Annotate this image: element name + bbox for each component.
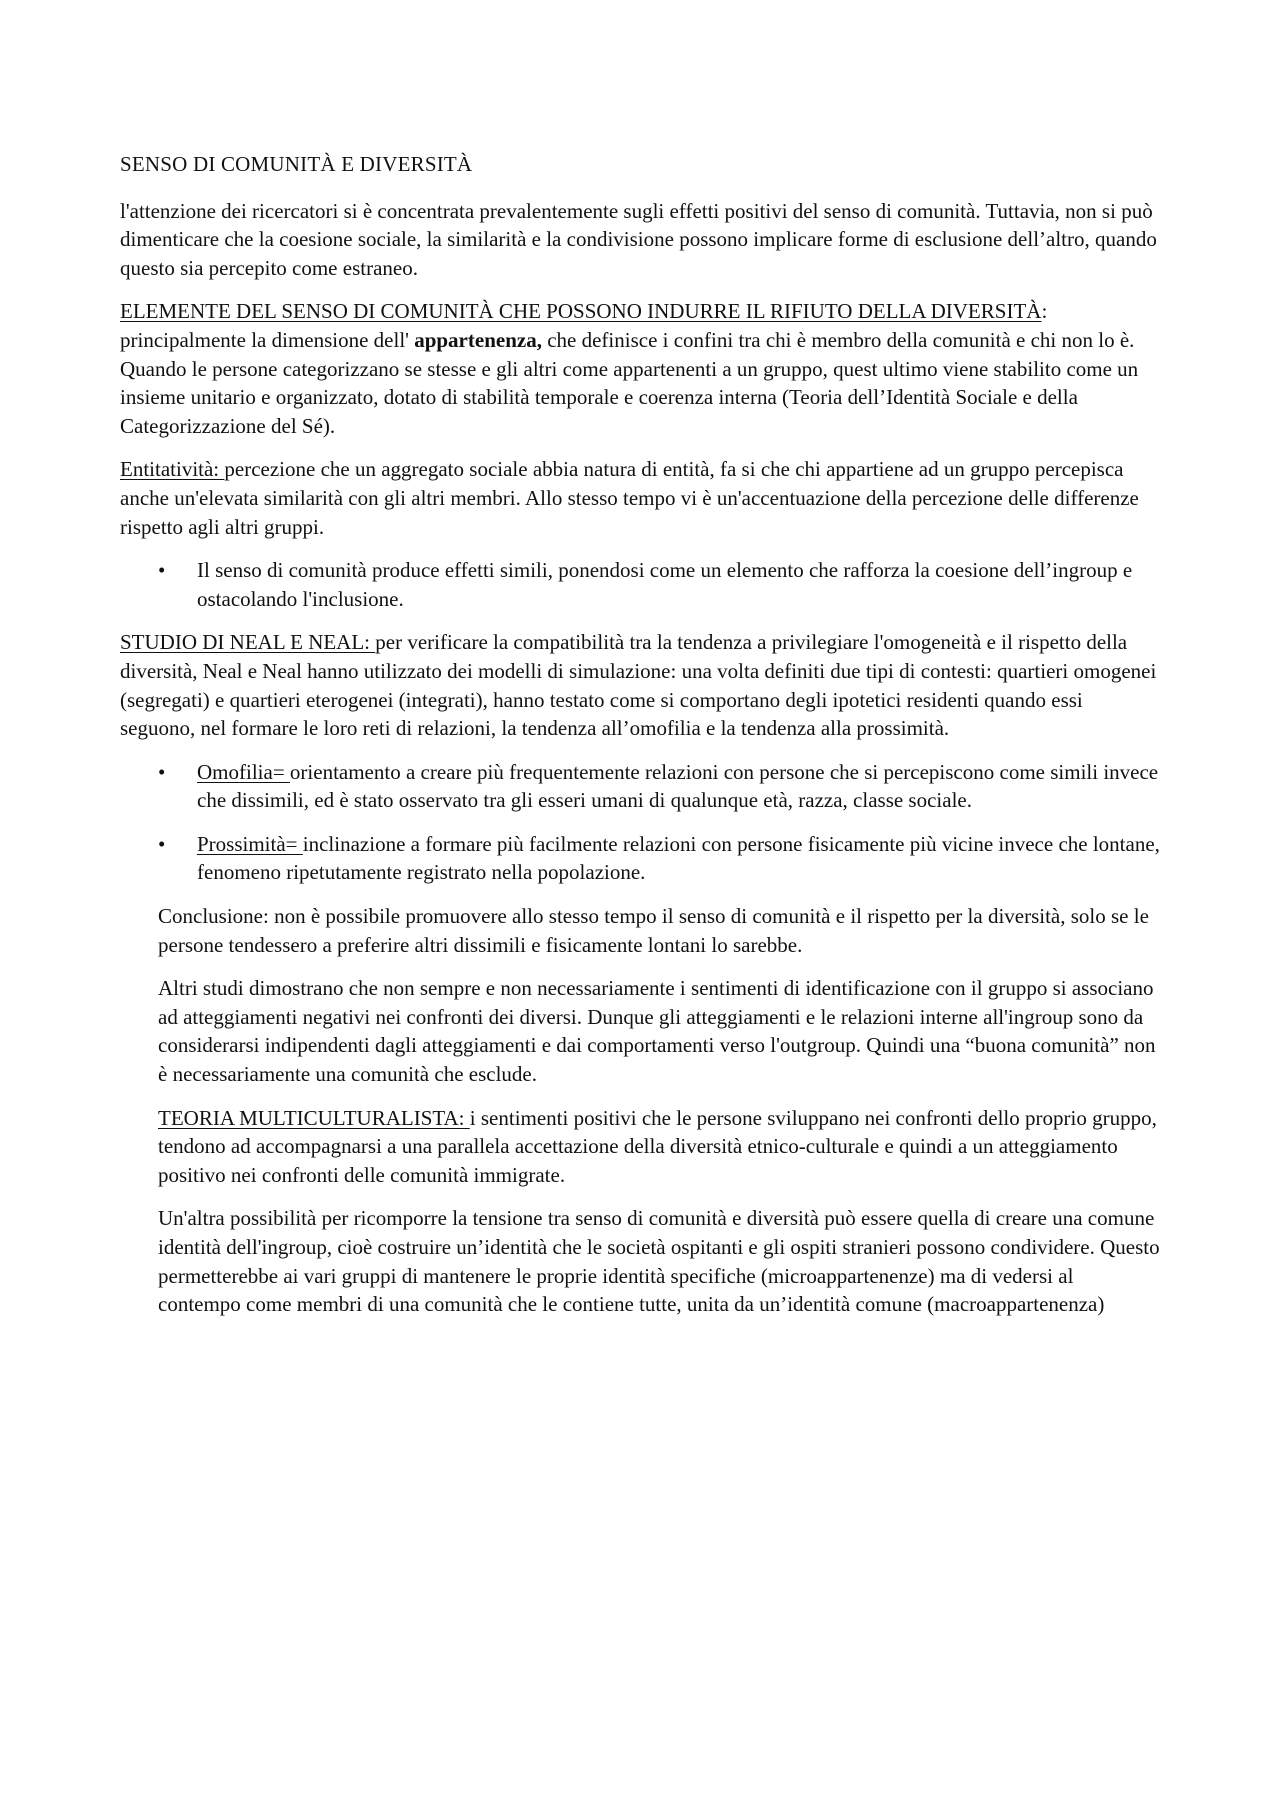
list-item-text: inclinazione a formare più facilmente relazioni con persone fisicamente più vicine invece che lontane, fenomeno ripetutamente registrato nella popolazione. (197, 831, 1160, 885)
paragraph-intro: l'attenzione dei ricercatori si è concentrata prevalentemente sugli effetti positivi del senso di comunità. Tuttavia, non si può dimenticare che la coesione sociale, la similarità e la condivisione possono implicare forme di esclusione dell’altro, quando questo sia percepito come estraneo. (120, 198, 1157, 280)
heading-elements-rejection: ELEMENTE DEL SENSO DI COMUNITÀ CHE POSSONO INDURRE IL RIFIUTO DELLA DIVERSITÀ (120, 299, 1042, 324)
text-segment: percezione che un aggregato sociale abbia natura di entità, fa si che chi appartiene ad un gruppo percepisca anche un'elevata similarità con gli altri membri. Allo stesso tempo vi è un'accentuazione della percezione delle differenze rispetto agli altri gruppi. (120, 457, 1139, 539)
paragraph-multicultural (158, 1104, 1160, 1190)
paragraph-neal-study (120, 628, 1160, 742)
bullet-icon: • (158, 558, 166, 583)
paragraph-entitativity (120, 455, 1160, 541)
term-homophily: Omofilia= (197, 759, 290, 784)
paragraph-common-identity: Un'altra possibilità per ricomporre la tensione tra senso di comunità e diversità può essere quella di creare una comune identità dell'ingroup, cioè costruire un’identità che le società ospitanti e gli ospiti stranieri possono condividere. Questo permetterebbe ai vari gruppi di mantenere le proprie identità specifiche (microappartenenze) ma di vedersi al contempo come membri di una comunità che le contiene tutte, unita da un’identità comune (macroappartenenza) (158, 1206, 1160, 1317)
paragraph-other-studies: Altri studi dimostrano che non sempre e non necessariamente i sentimenti di identificazione con il gruppo si associano ad atteggiamenti negativi nei confronti dei diversi. Dunque gli atteggiamenti e le relazioni interne all'ingroup sono da considerarsi indipendenti dagli atteggiamenti e dai comportamenti verso l'outgroup. Quindi una “buona comunità” non è necessariamente una comunità che esclude. (158, 976, 1156, 1087)
paragraph-conclusion: Conclusione: non è possibile promuovere allo stesso tempo il senso di comunità e il rispetto per la diversità, solo se le persone tendessero a preferire altri dissimili e fisicamente lontani lo sarebbe. (158, 904, 1149, 957)
text-segment: i sentimenti positivi che le persone sviluppano nei confronti dello proprio gruppo, tendono ad accompagnarsi a una parallela accettazione della diversità etnico-culturale e quindi a un atteggiamento positivo nei confronti delle comunità immigrate. (158, 1105, 1157, 1187)
list-item (120, 758, 1160, 815)
term-proximity: Prossimità= (197, 831, 303, 856)
bullet-icon: • (158, 831, 166, 856)
list-item-text: Il senso di comunità produce effetti simili, ponendosi come un elemento che rafforza la coesione dell’ingroup e ostacolando l'inclusione. (197, 558, 1133, 611)
list-item (120, 830, 1160, 887)
text-segment: che definisce i confini tra chi è membro della comunità e chi non lo è. Quando le persone categorizzano se stesse e gli altri come appartenenti a un gruppo, quest ultimo viene stabilito come un insieme unitario e organizzato, dotato di stabilità temporale e coerenza interna (Teoria dell’Identità Sociale e della Categorizzazione del Sé). (120, 327, 1139, 438)
bullet-icon: • (158, 759, 166, 784)
bold-term-belonging: appartenenza, (414, 327, 542, 352)
list-item-text: orientamento a creare più frequentemente relazioni con persone che si percepiscono come simili invece che dissimili, ed è stato osservato tra gli esseri umani di qualunque età, razza, classe sociale. (197, 759, 1159, 813)
document-title: SENSO DI COMUNITÀ E DIVERSITÀ (120, 152, 473, 176)
bullet-list-1 (120, 556, 1160, 613)
text-segment: : principalmente la dimensione dell' (120, 299, 1048, 352)
term-entitativity: Entitatività: (120, 457, 225, 482)
document-page (120, 150, 1160, 1334)
bullet-list-2 (120, 758, 1160, 887)
text-segment: per verificare la compatibilità tra la tendenza a privilegiare l'omogeneità e il rispetto della diversità, Neal e Neal hanno utilizzato dei modelli di simulazione: una volta definiti due tipi di contesti: quartieri omogenei (segregati) e quartieri eterogenei (integrati), hanno testato come si comportano degli ipotetici residenti quando essi seguono, nel formare le loro reti di relazioni, la tendenza all’omofilia e la tendenza alla prossimità. (120, 630, 1157, 741)
heading-multicultural-theory: TEORIA MULTICULTURALISTA: (158, 1105, 470, 1130)
list-item (120, 556, 1160, 613)
paragraph-belonging (120, 297, 1160, 440)
heading-neal-study: STUDIO DI NEAL E NEAL: (120, 630, 376, 655)
